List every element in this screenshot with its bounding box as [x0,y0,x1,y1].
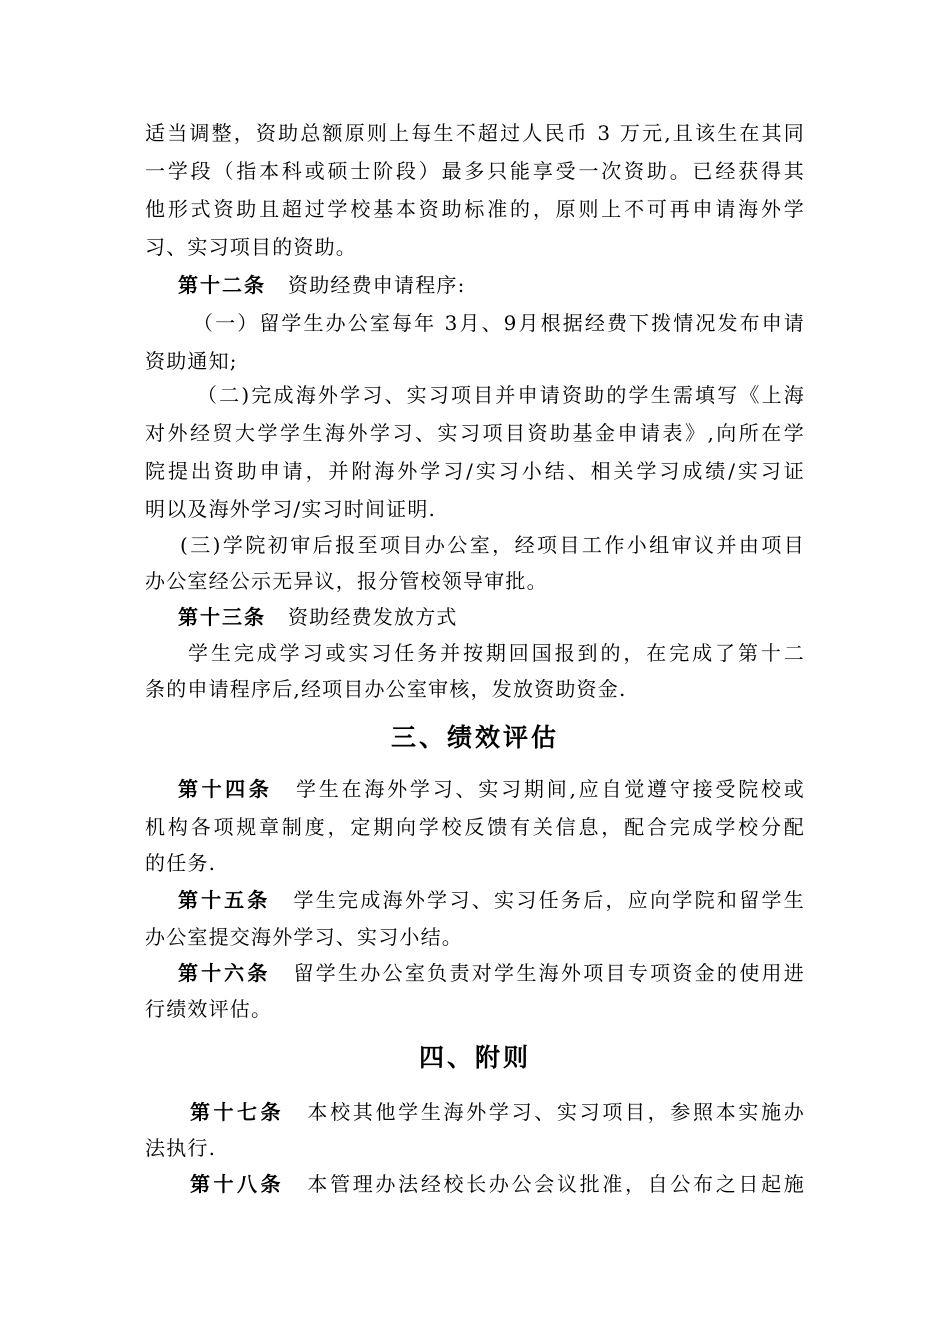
article-label: 第十七条 [190,1100,284,1124]
paragraph-line: (三)学院初审后报至项目办公室，经项目工作小组审议并由项目 [180,533,805,557]
article-body: 本校其他学生海外学习、实习项目，参照本实施办 [305,1100,805,1124]
paragraph-line: 办公室提交海外学习、实习小结。 [145,925,463,949]
paragraph-line: 机构各项规章制度，定期向学校反馈有关信息，配合完成学校分配 [145,815,805,839]
paragraph-line: 条的申请程序后,经项目办公室审核，发放资助资金. [145,677,627,701]
article-label: 第十五条 [178,888,271,912]
paragraph-line: 院提出资助申请，并附海外学习/实习小结、相关学习成绩/实习证 [145,459,805,483]
paragraph-line: 学生完成学习或实习任务并按期回国报到的，在完成了第十二 [188,641,805,665]
article-body: 本管理办法经校长办公会议批准，自公布之日起施 [305,1172,805,1196]
paragraph-line: 适当调整，资助总额原则上每生不超过人民币 3 万元,且该生在其同 [145,121,805,145]
article-15-line [178,885,805,915]
article-label: 第十二条 [178,273,266,297]
article-body: 学生在海外学习、实习期间,应自觉遵守接受院校或 [294,777,805,801]
paragraph-line: 习、实习项目的资助。 [145,235,357,259]
article-17-line [190,1097,805,1127]
paragraph-line: 资助通知; [145,349,238,373]
paragraph-line: （二)完成海外学习、实习项目并申请资助的学生需填写《上海 [197,383,805,407]
article-16-line [178,958,805,988]
article-title: 资助经费发放方式 [288,605,458,629]
paragraph-line: （一）留学生办公室每年 3月、9月根据经费下拨情况发布申请 [193,311,805,335]
paragraph-line: 行绩效评估。 [145,997,273,1021]
article-body: 学生完成海外学习、实习任务后，应向学院和留学生 [292,888,805,912]
paragraph-line: 法执行. [145,1136,217,1160]
article-label: 第十四条 [178,777,273,801]
article-12-heading [178,270,805,300]
article-label: 第十三条 [178,605,266,629]
article-label: 第十八条 [190,1172,284,1196]
section-heading: 三、绩效评估 [390,723,559,752]
paragraph-line: 的任务. [145,851,217,875]
article-14-line [178,774,805,804]
article-title: 资助经费申请程序: [288,273,466,297]
article-13-heading [178,602,805,632]
paragraph-line: 对外经贸大学学生海外学习、实习项目资助基金申请表》,向所在学 [145,421,805,445]
paragraph-line: 明以及海外学习/实习时间证明. [145,497,437,521]
section-heading: 四、附则 [418,1043,531,1072]
article-18-line [190,1169,805,1199]
paragraph-line: 一学段（指本科或硕士阶段）最多只能享受一次资助。已经获得其 [145,159,805,183]
paragraph-line: 他形式资助且超过学校基本资助标准的，原则上不可再申请海外学 [145,197,805,221]
paragraph-line: 办公室经公示无异议，报分管校领导审批。 [145,569,548,593]
article-label: 第十六条 [178,961,271,985]
article-body: 留学生办公室负责对学生海外项目专项资金的使用进 [292,961,805,985]
